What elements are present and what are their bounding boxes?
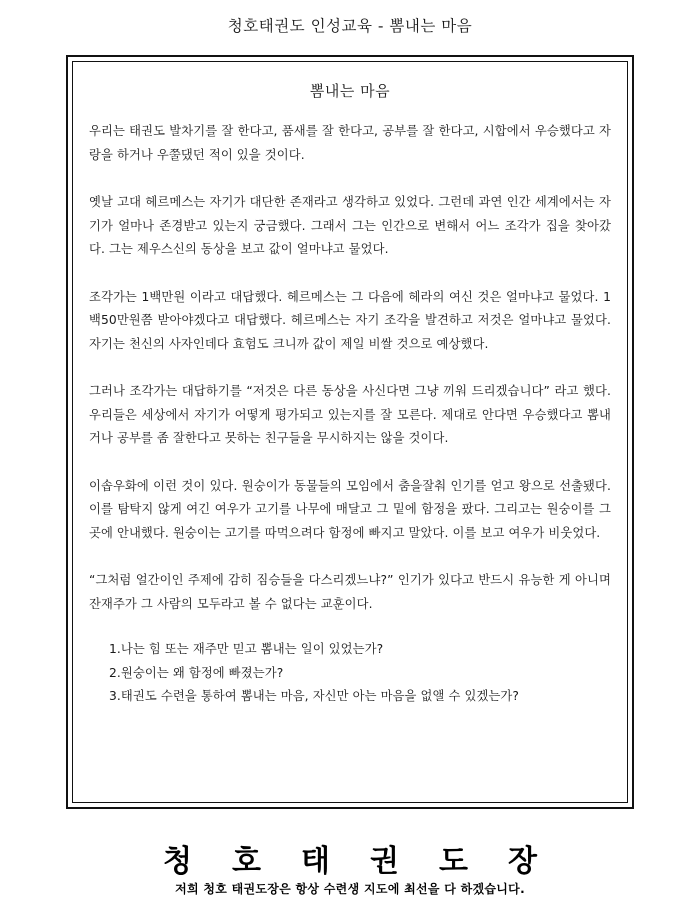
paragraph-6: “그처럼 얼간이인 주제에 감히 짐승들을 다스리겠느냐?” 인기가 있다고 반드시 유능한 게 아니며 잔재주가 그 사람의 모두라고 볼 수 없다는 교훈이다. — [89, 573, 611, 611]
document-frame — [66, 55, 634, 809]
dojang-slogan: 저희 청호 태권도장은 항상 수련생 지도에 최선을 다 하겠습니다. — [175, 882, 525, 896]
document-title: 뽐내는 마음 — [309, 82, 391, 100]
question-item-2: 2.원숭이는 왜 함정에 빠졌는가? — [109, 665, 284, 680]
paragraph-4: 그러나 조각가는 대답하기를 “저것은 다른 동상을 사신다면 그냥 끼워 드리겠습니다” 라고 했다. 우리들은 세상에서 자기가 어떻게 평가되고 있는지를 잘 모른다. 제대로 안다면 우승했다고 뽐내거나 공부를 좀 잘한다고 못하는 친구들을 무시하지는 않을 것이다. — [89, 384, 611, 445]
document-inner-frame — [72, 61, 628, 803]
dojang-name: 청호태권도장 — [163, 844, 577, 879]
paragraph-3: 조각가는 1백만원 이라고 대답했다. 헤르메스는 그 다음에 헤라의 여신 것은 얼마냐고 물었다. 1백50만원쯤 받아야겠다고 대답했다. 헤르메스는 자기 조각을 발견하고 저것은 얼마냐고 물었다. 자기는 천신의 사자인데다 효험도 크니까 값이 제일 비쌀 것으로 예상했다. — [89, 289, 611, 351]
paragraph-2: 옛날 고대 헤르메스는 자기가 대단한 존재라고 생각하고 있었다. 그런데 과연 인간 세계에서는 자기가 얼마나 존경받고 있는지 궁금했다. 그래서 그는 인간으로 변해서 어느 조각가 집을 찾아갔다. 그는 제우스신의 동상을 보고 값이 얼마냐고 물었다. — [89, 195, 611, 256]
question-item-1: 1.나는 힘 또는 재주만 믿고 뽐내는 일이 있었는가? — [109, 642, 384, 656]
page-header-title: 청호태권도 인성교육 - 뽐내는 마음 — [227, 17, 473, 35]
document-content — [89, 120, 611, 709]
paragraph-1: 우리는 태권도 발차기를 잘 한다고, 품새를 잘 한다고, 공부를 잘 한다고, 시합에서 우승했다고 자랑을 하거나 우쭐댔던 적이 있을 것이다. — [89, 124, 611, 162]
question-item-3: 3.태권도 수련을 통하여 뽐내는 마음, 자신만 아는 마음을 없앨 수 있겠는가? — [109, 689, 520, 703]
question-list — [89, 638, 611, 709]
paragraph-5: 이솝우화에 이런 것이 있다. 원숭이가 동물들의 모임에서 춤을잘춰 인기를 얻고 왕으로 선출됐다. 이를 탐탁지 않게 여긴 여우가 고기를 나무에 매달고 그 밑에 함정을 팠다. 그리고는 원숭이를 그곳에 안내했다. 원숭이는 고기를 따먹으려다 함정에 빠지고 말았다. 이를 보고 여우가 비웃었다. — [89, 478, 611, 540]
